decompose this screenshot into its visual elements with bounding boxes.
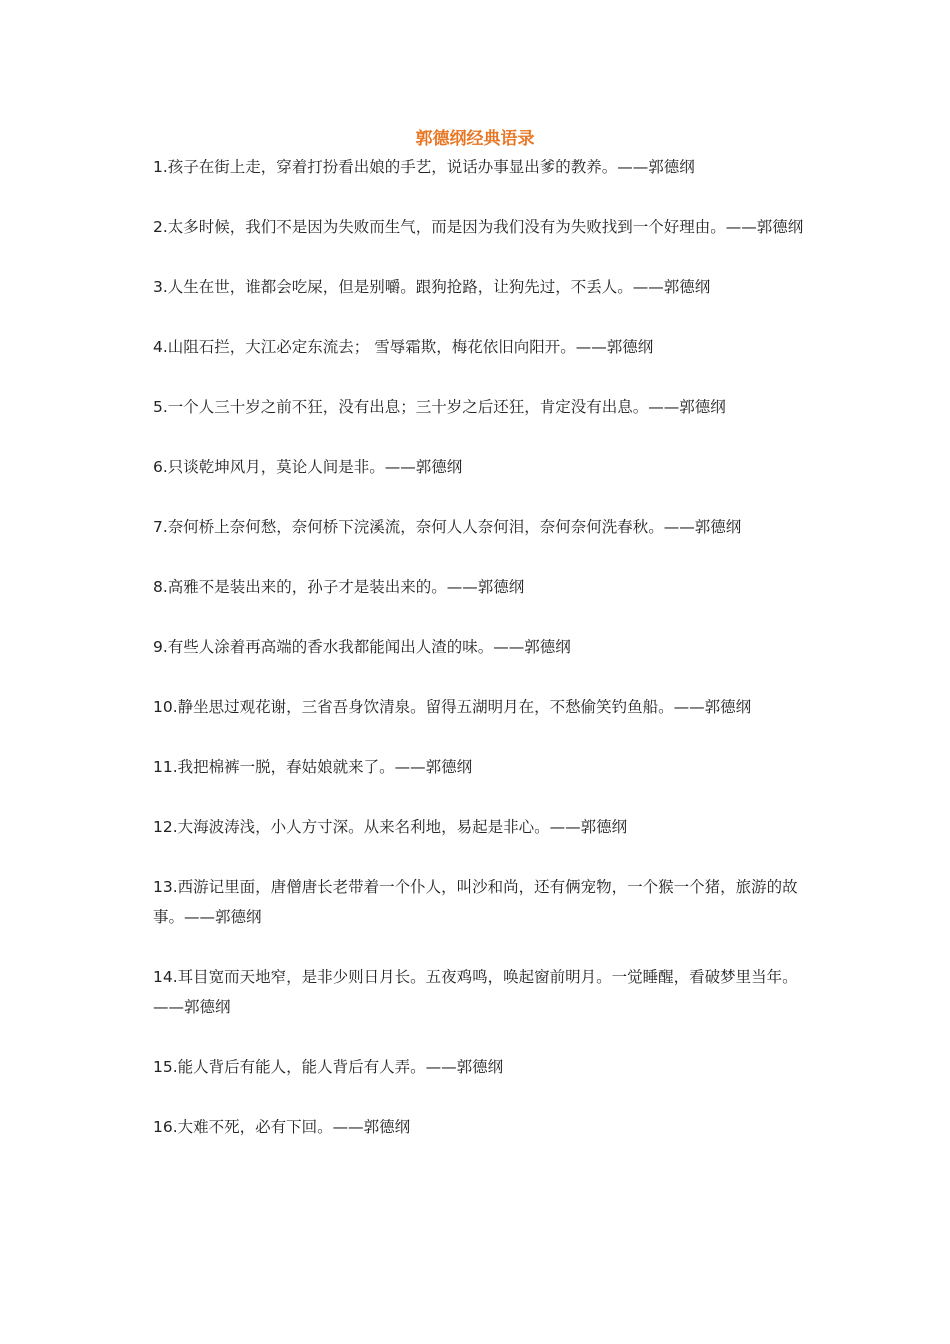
quote-item-8: 8.高雅不是装出来的，孙子才是装出来的。——郭德纲 [153, 578, 525, 596]
quote-item-3: 3.人生在世，谁都会吃屎，但是别嚼。跟狗抢路，让狗先过，不丢人。——郭德纲 [153, 278, 711, 296]
quote-item-6: 6.只谈乾坤风月，莫论人间是非。——郭德纲 [153, 458, 463, 476]
quote-item-12: 12.大海波涛浅，小人方寸深。从来名利地，易起是非心。——郭德纲 [153, 818, 628, 836]
quote-item-14: 14.耳目宽而天地窄，是非少则日月长。五夜鸡鸣，唤起窗前明月。一觉睡醒，看破梦里当年。——郭德纲 [153, 968, 798, 1016]
quote-item-5: 5.一个人三十岁之前不狂，没有出息；三十岁之后还狂，肯定没有出息。——郭德纲 [153, 398, 726, 416]
quote-item-9: 9.有些人涂着再高端的香水我都能闻出人渣的味。——郭德纲 [153, 638, 571, 656]
page-title: 郭德纲经典语录 [415, 129, 535, 149]
quote-item-7: 7.奈何桥上奈何愁，奈何桥下浣溪流，奈何人人奈何泪，奈何奈何洗春秋。——郭德纲 [153, 518, 742, 536]
quote-item-1: 1.孩子在街上走，穿着打扮看出娘的手艺，说话办事显出爹的教养。——郭德纲 [153, 158, 695, 176]
quote-item-15: 15.能人背后有能人，能人背后有人弄。——郭德纲 [153, 1058, 504, 1076]
quote-item-16: 16.大难不死，必有下回。——郭德纲 [153, 1118, 411, 1136]
quote-item-13: 13.西游记里面，唐僧唐长老带着一个仆人，叫沙和尚，还有俩宠物，一个猴一个猪，旅游的故事。——郭德纲 [153, 878, 798, 926]
quote-item-10: 10.静坐思过观花谢，三省吾身饮清泉。留得五湖明月在，不愁偷笑钓鱼船。——郭德纲 [153, 698, 752, 716]
quote-item-11: 11.我把棉裤一脱，春姑娘就来了。——郭德纲 [153, 758, 473, 776]
quote-item-4: 4.山阻石拦，大江必定东流去； 雪辱霜欺，梅花依旧向阳开。——郭德纲 [153, 338, 654, 356]
quote-item-2: 2.太多时候，我们不是因为失败而生气，而是因为我们没有为失败找到一个好理由。——郭德纲 [153, 218, 804, 236]
quote-list [153, 152, 805, 1142]
